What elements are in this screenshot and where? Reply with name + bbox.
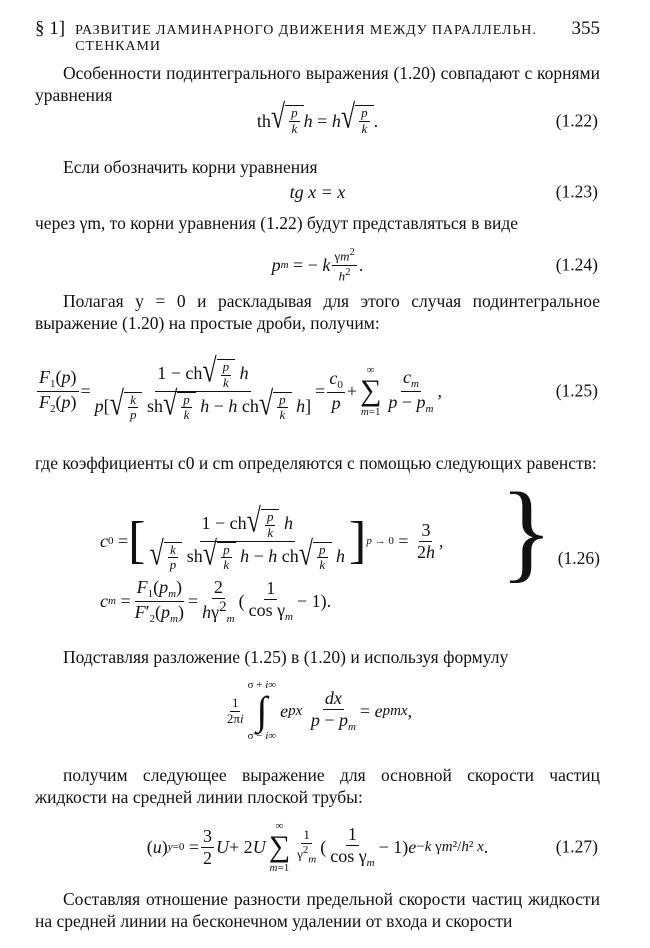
running-header xyxy=(35,18,600,55)
equation-1-22: th √ $\frac{p}{k}$ h = h √ $\frac{p}{k}$ . (1.22) xyxy=(256,97,598,136)
paragraph-5: где коэффициенты c0 и cm определяются с помощью следующих равенств: xyxy=(35,453,597,473)
equation-number: (1.24) xyxy=(555,254,598,275)
equation-1-23 xyxy=(35,178,600,206)
equation-1-26a: c 0 = [ 1 − ch √ $\frac{p}{k}$ h √ $\frac{k}{p}$ sh √ $\frac{p}{k}$ h − h ch √ $\frac{p}{k}$ h ] p → 0 = $\frac{3}{2h}$ , xyxy=(100,501,444,573)
equation-1-25: $\frac{F_1(p)}{F_2(p)}$ = 1 − ch √ $\frac{p}{k}$ h p[ √ $\frac{k}{p}$ sh √ $\frac{p}{k}$ h − h ch √ $\frac{p}{k}$ h] = $\frac{c_0}{p}$ + ∞ ∑ m=1 $\frac{c_m}{p - p_m}$ , (1.25) xyxy=(39,351,598,423)
paragraph-3: через γm, то корни уравнения (1.22) будут представляться в виде xyxy=(35,213,519,233)
paragraph-2: Если обозначить корни уравнения xyxy=(63,157,318,177)
equation-number: (1.26) xyxy=(557,548,600,568)
equation-number: (1.25) xyxy=(555,380,598,401)
equation-1-27: ( u ) y=0 = $\frac{3}{2}$ U + 2 U ∞ ∑ m=1 $\frac{1}{\gamma^2_m}$ ( $\frac{1}{\cos \gamma_m}$ − 1) e −k γm²/h² x . (1.27) xyxy=(146,819,598,874)
equation-1-24: p m = − k $\frac{\gamma m^2}{h^2}$ . (1.24) xyxy=(271,246,598,283)
equation-integral: $\frac{1}{2\pi i}$ σ + i∞ ∫ σ − i∞ e px $\frac{dx}{p - p_m}$ = e pmx , xyxy=(226,679,413,742)
right-brace: } xyxy=(500,470,553,592)
equation-number: (1.27) xyxy=(555,836,598,857)
header-title: РАЗВИТИЕ ЛАМИНАРНОГО ДВИЖЕНИЯ МЕЖДУ ПАРАЛЛЕЛЬН. СТЕНКАМИ xyxy=(75,23,537,54)
paragraph-6: Подставляя разложение (1.25) в (1.20) и используя формулу xyxy=(63,647,509,667)
equation-1-26b: c m = $\frac{F_1(p_m)}{F'_2(p_m)}$ = $\frac{2}{h\gamma^2_m}$ ( $\frac{1}{\cos \gamma_m}$ − 1). xyxy=(100,576,332,625)
equation-number: (1.23) xyxy=(555,181,598,202)
page-number: 355 xyxy=(571,18,600,39)
equation-text: tg x = x xyxy=(289,181,346,202)
equation-number: (1.22) xyxy=(555,110,598,131)
section-mark: § 1] xyxy=(35,18,66,39)
paragraph-7: получим следующее выражение для основной скорости частиц жидкости на средней линии плоской трубы: xyxy=(35,765,600,807)
paragraph-8: Составляя отношение разности предельной скорости частиц жидкости на средней линии на бесконечном удалении от входа и скорости xyxy=(35,889,600,931)
paragraph-4: Полагая y = 0 и раскладывая для этого случая подинтегральное выражение (1.20) на простые дроби, получим: xyxy=(35,291,600,333)
paragraph-1: Особенности подинтегрального выражения (1.20) совпадают с корнями уравнения xyxy=(35,63,600,105)
